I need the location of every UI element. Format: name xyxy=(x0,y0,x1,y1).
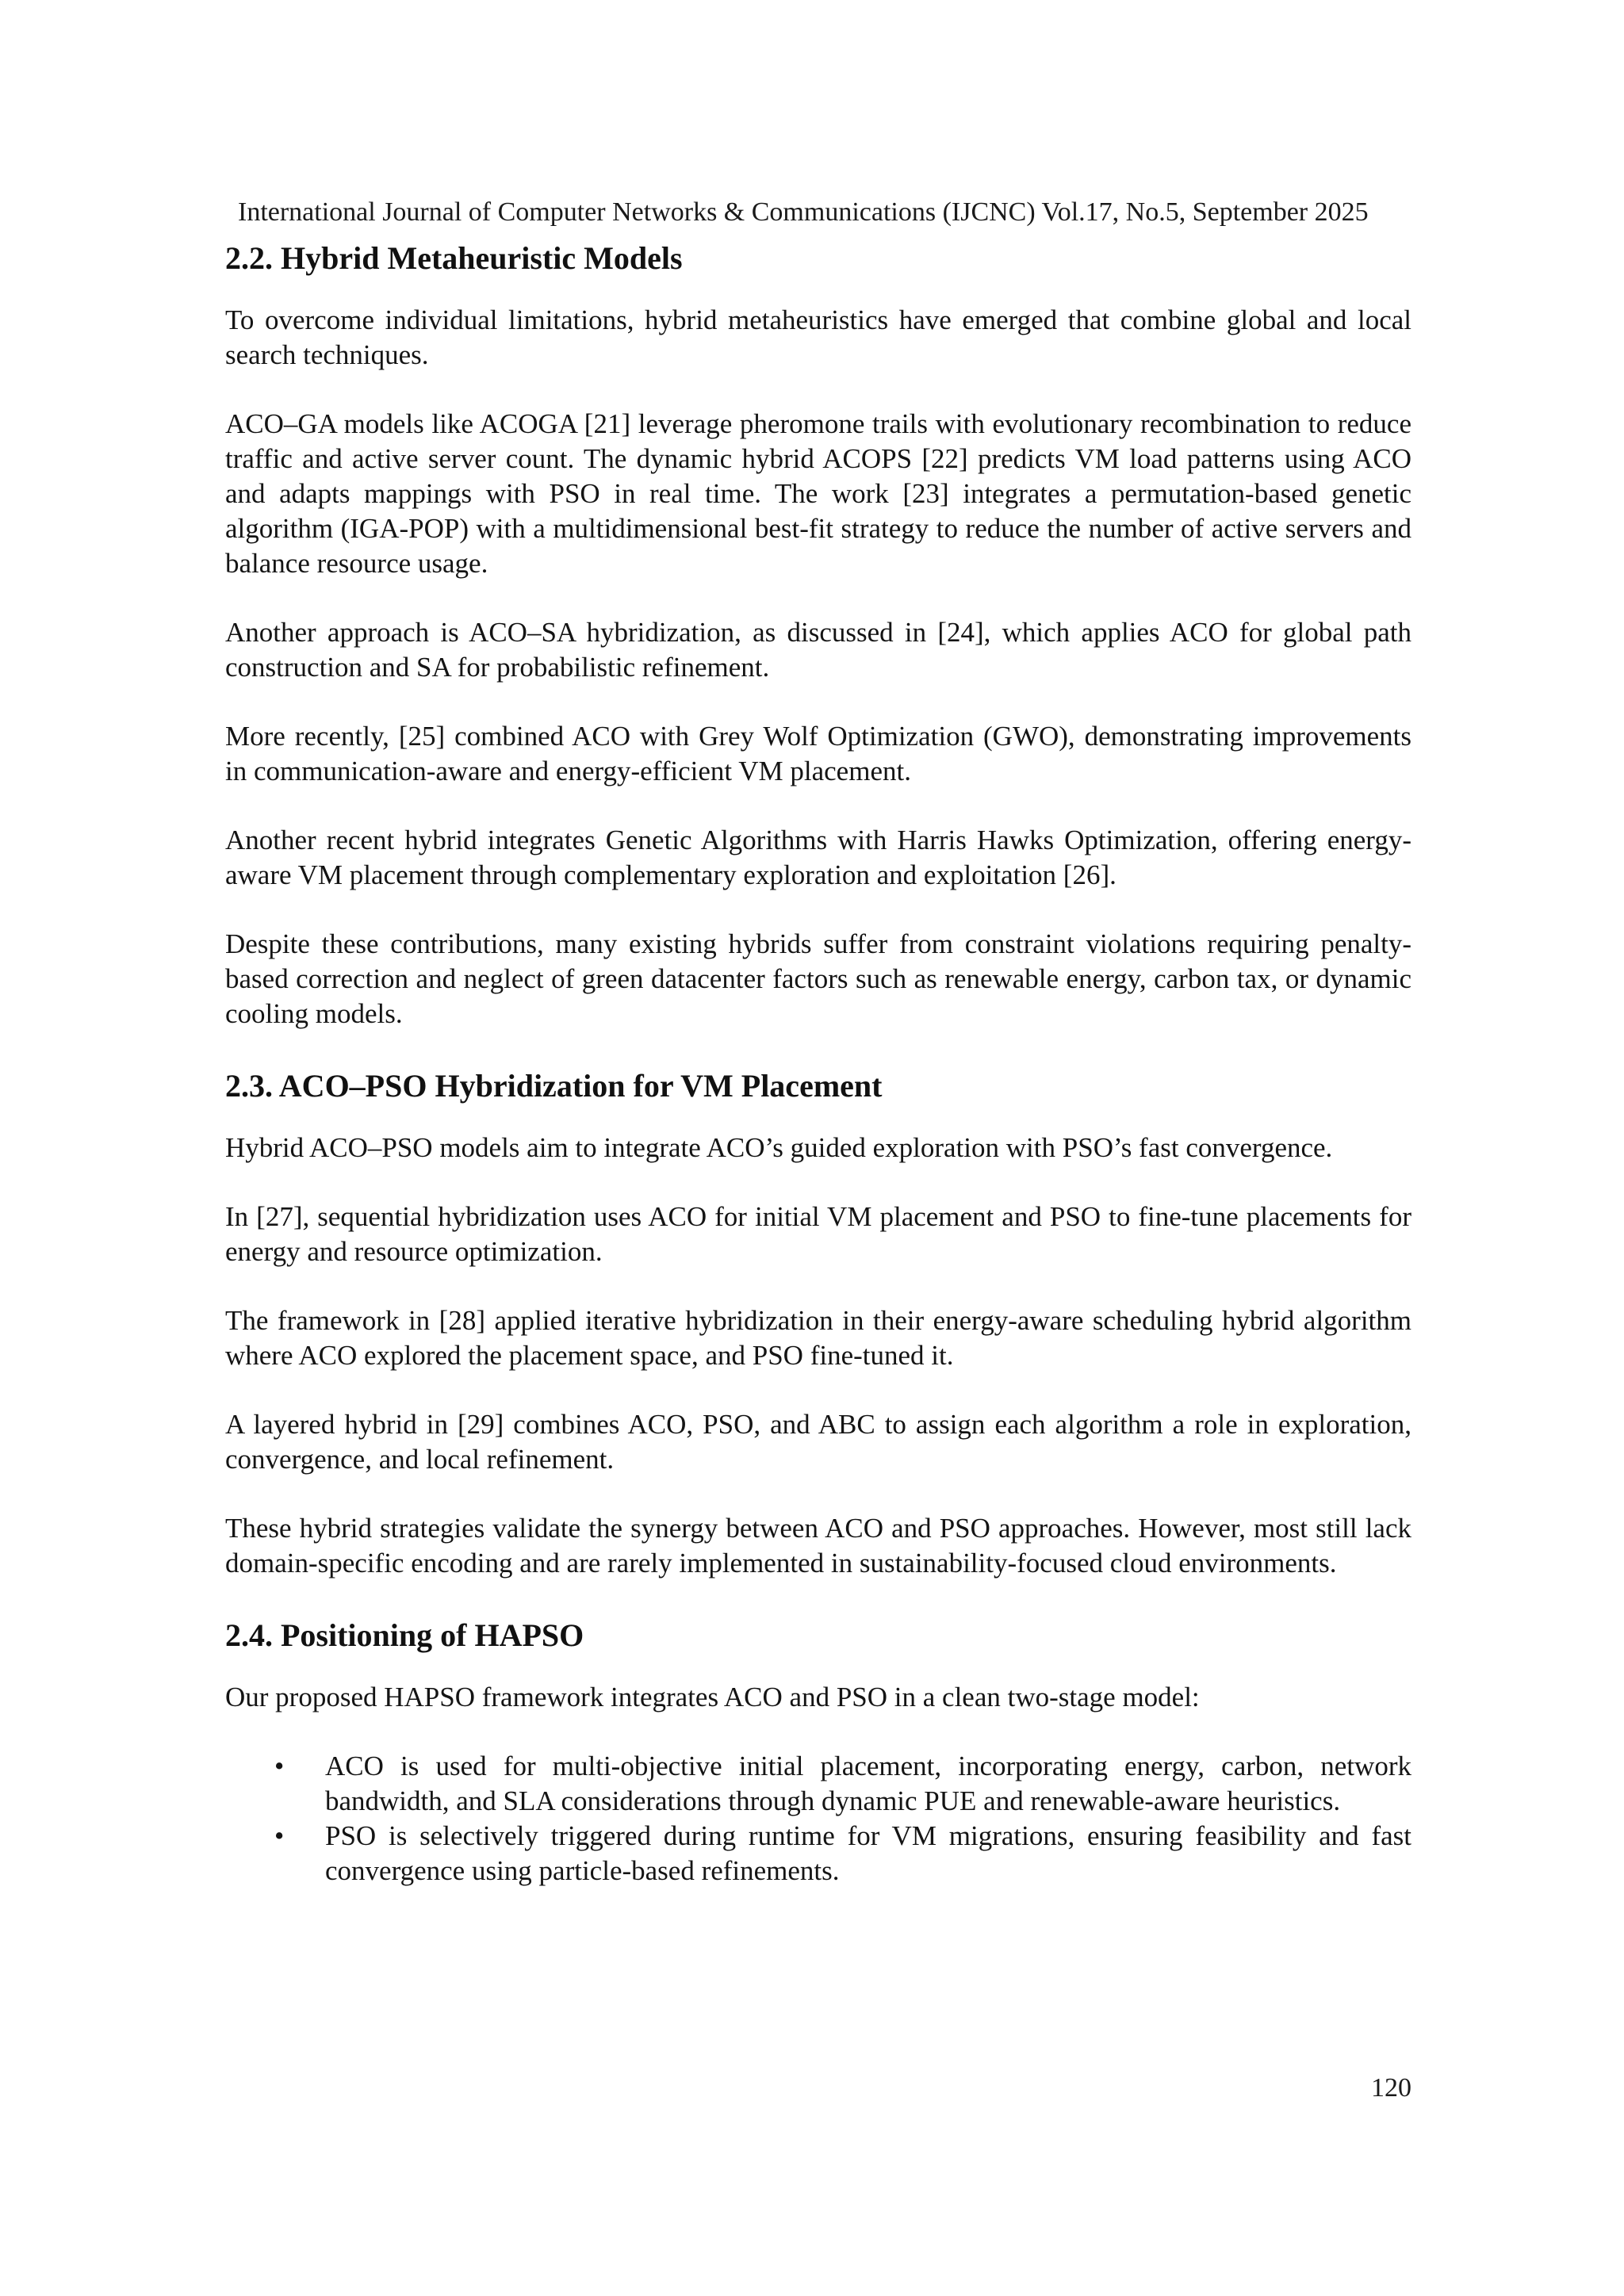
section-aco-pso-hybridization xyxy=(225,1066,1411,1581)
list-item-text: PSO is selectively triggered during runtime for VM migrations, ensuring feasibility and fast convergence using particle-based refinements. xyxy=(325,1820,1411,1886)
bullet-icon: • xyxy=(274,1820,285,1851)
paragraph: In [27], sequential hybridization uses ACO for initial VM placement and PSO to fine-tune placements for energy and resource optimization. xyxy=(225,1201,1411,1267)
list-item xyxy=(225,1819,1411,1888)
paragraph: Despite these contributions, many existing hybrids suffer from constraint violations requiring penalty-based correction and neglect of green datacenter factors such as renewable energy, carbon tax, or dynamic cooling models. xyxy=(225,928,1411,1029)
paragraph: To overcome individual limitations, hybrid metaheuristics have emerged that combine global and local search techniques. xyxy=(225,304,1411,370)
paragraph: These hybrid strategies validate the synergy between ACO and PSO approaches. However, most still lack domain-specific encoding and are rarely implemented in sustainability-focused cloud environments. xyxy=(225,1513,1411,1578)
section-positioning-of-hapso xyxy=(225,1615,1411,1888)
paragraph: The framework in [28] applied iterative hybridization in their energy-aware scheduling hybrid algorithm where ACO explored the placement space, and PSO fine-tuned it. xyxy=(225,1305,1411,1371)
paragraph: A layered hybrid in [29] combines ACO, PSO, and ABC to assign each algorithm a role in exploration, convergence, and local refinement. xyxy=(225,1409,1411,1475)
page-number: 120 xyxy=(1371,2073,1411,2103)
section-heading: 2.3. ACO–PSO Hybridization for VM Placement xyxy=(225,1068,883,1104)
paragraph: More recently, [25] combined ACO with Grey Wolf Optimization (GWO), demonstrating improvements in communication-aware and energy-efficient VM placement. xyxy=(225,721,1411,786)
section-hybrid-metaheuristic-models xyxy=(225,238,1411,1031)
page-content xyxy=(225,238,1411,1888)
bullet-icon: • xyxy=(274,1751,285,1781)
paragraph: Hybrid ACO–PSO models aim to integrate ACO’s guided exploration with PSO’s fast convergence. xyxy=(225,1132,1333,1163)
section-heading: 2.2. Hybrid Metaheuristic Models xyxy=(225,240,683,276)
running-header: International Journal of Computer Networks & Communications (IJCNC) Vol.17, No.5, September 2025 xyxy=(238,197,1369,227)
list-item-text: ACO is used for multi-objective initial placement, incorporating energy, carbon, network bandwidth, and SLA considerations through dynamic PUE and renewable-aware heuristics. xyxy=(325,1751,1411,1816)
paragraph: Our proposed HAPSO framework integrates ACO and PSO in a clean two-stage model: xyxy=(225,1682,1200,1712)
paragraph: Another recent hybrid integrates Genetic Algorithms with Harris Hawks Optimization, offering energy-aware VM placement through complementary exploration and exploitation [26]. xyxy=(225,825,1411,890)
bullet-list xyxy=(225,1749,1411,1888)
section-heading: 2.4. Positioning of HAPSO xyxy=(225,1617,584,1653)
paragraph: Another approach is ACO–SA hybridization, as discussed in [24], which applies ACO for global path construction and SA for probabilistic refinement. xyxy=(225,617,1411,683)
list-item xyxy=(225,1749,1411,1819)
paragraph: ACO–GA models like ACOGA [21] leverage pheromone trails with evolutionary recombination to reduce traffic and active server count. The dynamic hybrid ACOPS [22] predicts VM load patterns using ACO and adapts mappings with PSO in real time. The work [23] integrates a permutation-based genetic algorithm (IGA-POP) with a multidimensional best-fit strategy to reduce the number of active servers and balance resource usage. xyxy=(225,408,1411,579)
